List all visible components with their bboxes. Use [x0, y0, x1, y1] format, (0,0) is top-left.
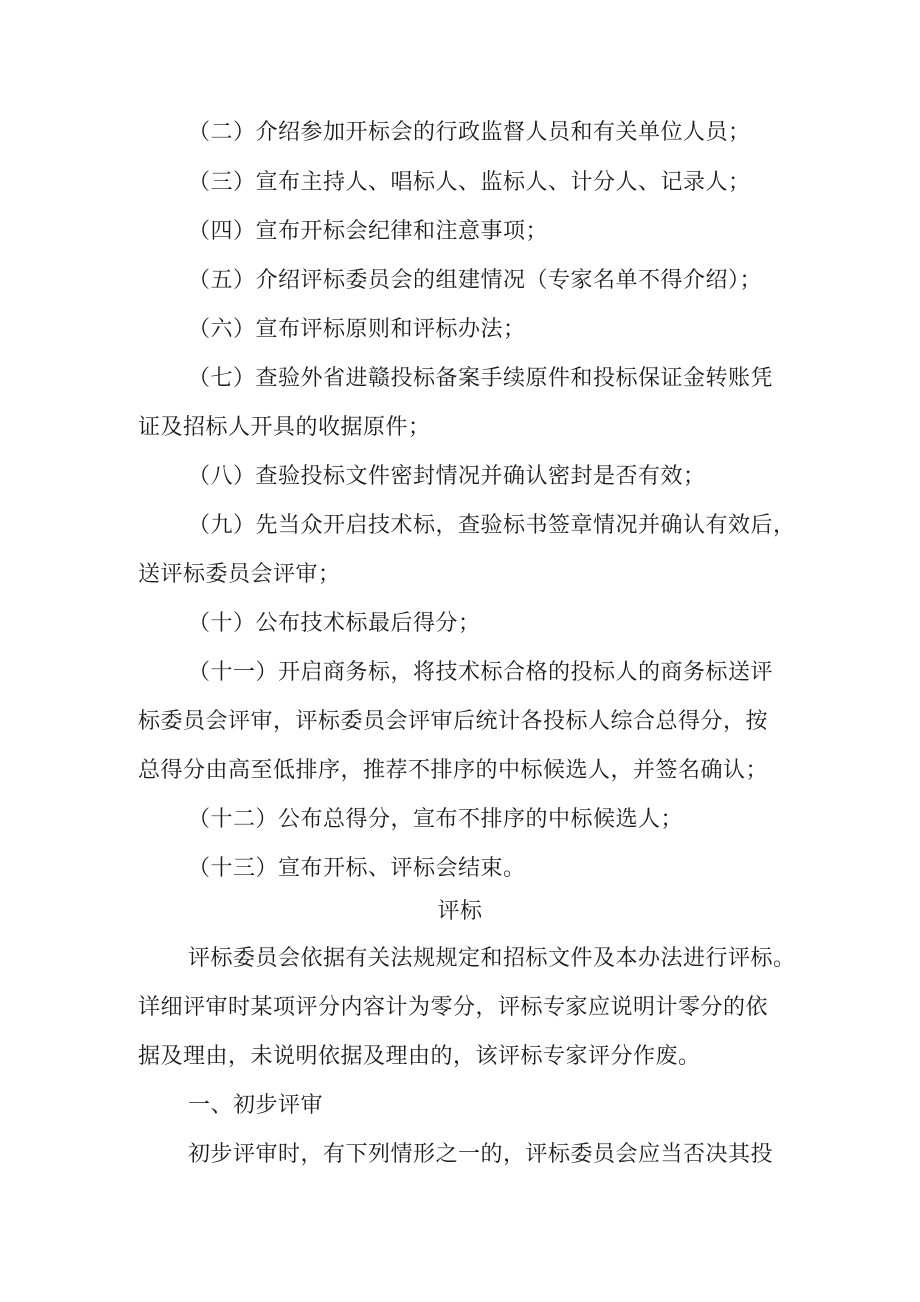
procedure-item-6: （六）宣布评标原则和评标办法；	[188, 317, 526, 342]
procedure-item-4: （四）宣布开标会纪律和注意事项；	[188, 219, 549, 244]
procedure-item-7-line-2: 证及招标人开具的收据原件；	[138, 415, 431, 440]
procedure-item-11-line-3: 总得分由高至低排序，推荐不排序的中标候选人，并签名确认；	[138, 758, 769, 783]
procedure-item-12: （十二）公布总得分，宣布不排序的中标候选人；	[188, 807, 684, 832]
procedure-item-11-line-2: 标委员会评审，评标委员会评审后统计各投标人综合总得分，按	[138, 709, 769, 734]
procedure-item-8: （八）查验投标文件密封情况并确认密封是否有效；	[188, 464, 706, 489]
procedure-item-9-line-2: 送评标委员会评审；	[138, 562, 341, 587]
evaluation-paragraph-line-3: 据及理由，未说明依据及理由的，该评标专家评分作废。	[138, 1044, 701, 1069]
procedure-item-11-line-1: （十一）开启商务标，将技术标合格的投标人的商务标送评	[188, 660, 774, 685]
procedure-item-3: （三）宣布主持人、唱标人、监标人、计分人、记录人；	[188, 170, 751, 195]
procedure-item-9-line-1: （九）先当众开启技术标，查验标书签章情况并确认有效后，	[188, 513, 796, 538]
procedure-item-7-line-1: （七）查验外省进赣投标备案手续原件和投标保证金转账凭	[188, 366, 774, 391]
preliminary-paragraph-line-1: 初步评审时，有下列情形之一的，评标委员会应当否决其投	[188, 1142, 774, 1167]
evaluation-paragraph-line-1: 评标委员会依据有关法规规定和招标文件及本办法进行评标。	[188, 946, 796, 971]
section-heading-evaluation: 评标	[437, 899, 483, 924]
procedure-item-10: （十）公布技术标最后得分；	[188, 611, 481, 636]
procedure-item-5: （五）介绍评标委员会的组建情况（专家名单不得介绍）；	[188, 268, 763, 293]
procedure-item-2: （二）介绍参加开标会的行政监督人员和有关单位人员；	[188, 120, 751, 145]
evaluation-paragraph-line-2: 详细评审时某项评分内容计为零分，评标专家应说明计零分的依	[138, 995, 769, 1020]
procedure-item-13: （十三）宣布开标、评标会结束。	[188, 856, 526, 881]
section-heading-preliminary-review: 一、初步评审	[188, 1093, 324, 1118]
